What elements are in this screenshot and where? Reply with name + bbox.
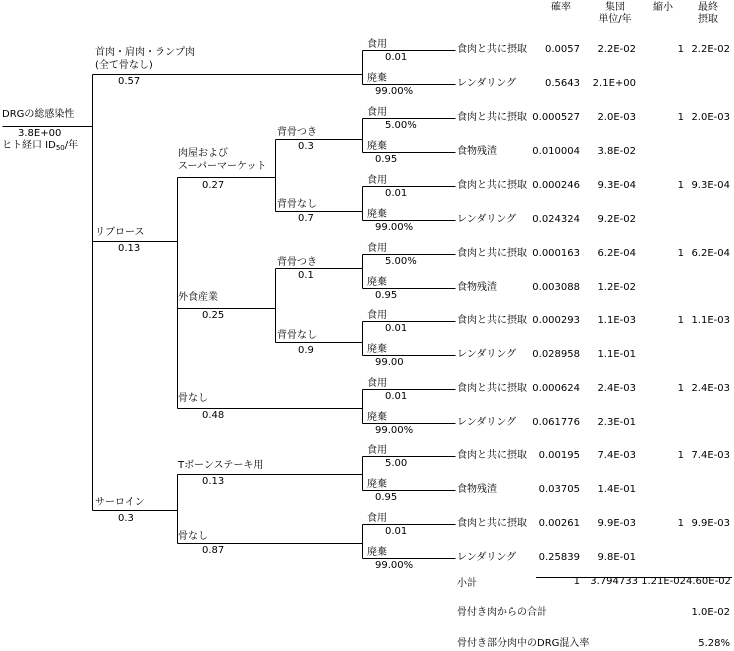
prob-bottom: 0.061776 <box>532 417 580 428</box>
branch-butcher-value: 0.27 <box>202 180 225 191</box>
branch-tbone-value: 0.13 <box>202 476 225 487</box>
subtotal-prob: 1 <box>573 576 580 587</box>
discard-value: 0.95 <box>375 492 398 503</box>
group-bottom: 3.8E-02 <box>597 146 636 157</box>
discard-value: 0.95 <box>375 290 398 301</box>
group-bottom: 9.8E-01 <box>597 552 636 563</box>
drg-rate-label: 骨付き部分肉中のDRG混入率 <box>457 638 590 649</box>
discard-value: 99.00 <box>375 357 404 368</box>
group-bottom: 1.2E-02 <box>597 282 636 293</box>
header-reduction: 縮小 <box>653 2 673 13</box>
edible-value: 0.01 <box>385 188 408 199</box>
group-top: 2.0E-03 <box>597 112 636 123</box>
outcome-top: 食肉と共に摂取 <box>457 450 527 461</box>
final-top: 2.4E-03 <box>691 383 730 394</box>
outcome-top: 食肉と共に摂取 <box>457 112 527 123</box>
final-top: 7.4E-03 <box>691 450 730 461</box>
branch-sirloin-value: 0.3 <box>118 513 134 524</box>
branch-sirloin-label: サーロイン <box>95 497 145 508</box>
edible-label: 食用 <box>367 39 387 50</box>
prob-top: 0.000624 <box>532 383 580 394</box>
prob-bottom: 0.028958 <box>532 349 580 360</box>
edible-value: 0.01 <box>385 526 408 537</box>
prob-top: 0.00261 <box>538 518 580 529</box>
edible-label: 食用 <box>367 513 387 524</box>
edible-label: 食用 <box>367 378 387 389</box>
outcome-top: 食肉と共に摂取 <box>457 180 527 191</box>
edible-value: 5.00% <box>385 256 417 267</box>
prob-bottom: 0.25839 <box>538 552 580 563</box>
bone-total-label: 骨付き肉からの合計 <box>457 607 547 618</box>
branch-rib-value: 0.13 <box>118 243 141 254</box>
prob-bottom: 0.003088 <box>532 282 580 293</box>
group-top: 1.1E-03 <box>597 315 636 326</box>
discard-label: 廃棄 <box>367 344 387 355</box>
branch-butcher-bone-label: 背骨つき <box>277 127 317 138</box>
group-top: 6.2E-04 <box>597 248 636 259</box>
branch-food-nobone-value: 0.9 <box>298 345 314 356</box>
outcome-bottom: レンダリング <box>457 417 517 428</box>
reduction-top: 1 <box>677 112 684 123</box>
branch-neck-label2: (全て骨なし) <box>95 60 153 71</box>
prob-bottom: 0.010004 <box>532 146 580 157</box>
prob-top: 0.00195 <box>538 450 580 461</box>
prob-bottom: 0.024324 <box>532 214 580 225</box>
edible-label: 食用 <box>367 310 387 321</box>
final-top: 1.1E-03 <box>691 315 730 326</box>
root-title: DRGの総感染性 <box>2 109 75 120</box>
group-bottom: 1.1E-01 <box>597 349 636 360</box>
discard-label: 廃棄 <box>367 479 387 490</box>
outcome-bottom: 食物残渣 <box>457 146 497 157</box>
branch-butcher-nobone-value: 0.7 <box>298 213 314 224</box>
outcome-bottom: レンダリング <box>457 214 517 225</box>
final-top: 2.0E-03 <box>691 112 730 123</box>
root-unit: ヒト経口 $ID_{50}/$年 <box>2 140 79 152</box>
edible-label: 食用 <box>367 175 387 186</box>
branch-tbone-label: Tボーンステーキ用 <box>178 460 264 471</box>
discard-label: 廃棄 <box>367 277 387 288</box>
prob-bottom: 0.5643 <box>545 78 580 89</box>
branch-rib-nobone-label: 骨なし <box>178 393 208 404</box>
group-top: 2.2E-02 <box>597 44 636 55</box>
edible-value: 0.01 <box>385 52 408 63</box>
reduction-top: 1 <box>677 518 684 529</box>
discard-value: 99.00% <box>375 425 414 436</box>
branch-sirloin-nobone-label: 骨なし <box>178 531 208 542</box>
reduction-top: 1 <box>677 315 684 326</box>
group-bottom: 2.3E-01 <box>597 417 636 428</box>
prob-top: 0.000527 <box>532 112 580 123</box>
branch-food-value: 0.25 <box>202 310 225 321</box>
header-group-unit: 集団 単位/年 <box>598 2 632 25</box>
subtotal-group: 3.794733 <box>590 576 638 587</box>
subtotal-label: 小計 <box>457 578 477 589</box>
group-top: 2.4E-03 <box>597 383 636 394</box>
branch-butcher-bone-value: 0.3 <box>298 141 314 152</box>
branch-food-label: 外食産業 <box>178 292 218 303</box>
outcome-bottom: 食物残渣 <box>457 282 497 293</box>
subtotal-final: 4.60E-02 <box>686 576 731 587</box>
outcome-bottom: レンダリング <box>457 78 517 89</box>
group-top: 9.9E-03 <box>597 518 636 529</box>
discard-label: 廃棄 <box>367 141 387 152</box>
discard-label: 廃棄 <box>367 209 387 220</box>
branch-neck-value: 0.57 <box>118 76 141 87</box>
final-top: 9.3E-04 <box>691 180 730 191</box>
discard-label: 廃棄 <box>367 412 387 423</box>
prob-top: 0.000293 <box>532 315 580 326</box>
outcome-top: 食肉と共に摂取 <box>457 44 527 55</box>
branch-sirloin-nobone-value: 0.87 <box>202 545 225 556</box>
drg-rate-value: 5.28% <box>698 638 730 649</box>
reduction-top: 1 <box>677 383 684 394</box>
discard-value: 99.00% <box>375 222 414 233</box>
group-top: 9.3E-04 <box>597 180 636 191</box>
outcome-top: 食肉と共に摂取 <box>457 383 527 394</box>
subtotal-reduction: 1.21E-02 <box>641 576 686 587</box>
final-top: 9.9E-03 <box>691 518 730 529</box>
discard-value: 0.95 <box>375 154 398 165</box>
group-bottom: 9.2E-02 <box>597 214 636 225</box>
edible-label: 食用 <box>367 445 387 456</box>
group-bottom: 2.1E+00 <box>592 78 636 89</box>
discard-label: 廃棄 <box>367 73 387 84</box>
branch-butcher-nobone-label: 背骨なし <box>277 199 317 210</box>
group-top: 7.4E-03 <box>597 450 636 461</box>
branch-food-bone-label: 背骨つき <box>277 257 317 268</box>
edible-value: 0.01 <box>385 391 408 402</box>
final-top: 2.2E-02 <box>691 44 730 55</box>
root-value: 3.8E+00 <box>18 128 62 139</box>
outcome-bottom: 食物残渣 <box>457 484 497 495</box>
group-bottom: 1.4E-01 <box>597 484 636 495</box>
branch-butcher-label1: 肉屋および <box>178 148 228 159</box>
final-top: 6.2E-04 <box>691 248 730 259</box>
discard-value: 99.00% <box>375 560 414 571</box>
prob-bottom: 0.03705 <box>538 484 580 495</box>
reduction-top: 1 <box>677 248 684 259</box>
prob-top: 0.000246 <box>532 180 580 191</box>
outcome-top: 食肉と共に摂取 <box>457 315 527 326</box>
header-final-intake: 最終 摂取 <box>698 2 718 25</box>
outcome-bottom: レンダリング <box>457 349 517 360</box>
branch-neck-label1: 首肉・肩肉・ランプ肉 <box>95 47 195 58</box>
discard-value: 99.00% <box>375 86 414 97</box>
branch-food-bone-value: 0.1 <box>298 270 314 281</box>
outcome-top: 食肉と共に摂取 <box>457 518 527 529</box>
reduction-top: 1 <box>677 44 684 55</box>
outcome-bottom: レンダリング <box>457 552 517 563</box>
reduction-top: 1 <box>677 450 684 461</box>
branch-rib-label: リブロース <box>95 227 145 238</box>
reduction-top: 1 <box>677 180 684 191</box>
edible-value: 5.00% <box>385 120 417 131</box>
branch-food-nobone-label: 背骨なし <box>277 330 317 341</box>
prob-top: 0.000163 <box>532 248 580 259</box>
branch-rib-nobone-value: 0.48 <box>202 410 225 421</box>
branch-butcher-label2: スーパーマーケット <box>178 161 267 172</box>
edible-label: 食用 <box>367 107 387 118</box>
edible-value: 5.00 <box>385 458 408 469</box>
discard-label: 廃棄 <box>367 547 387 558</box>
edible-value: 0.01 <box>385 323 408 334</box>
edible-label: 食用 <box>367 243 387 254</box>
header-prob: 確率 <box>551 2 571 13</box>
bone-total-value: 1.0E-02 <box>691 607 730 618</box>
prob-top: 0.0057 <box>545 44 580 55</box>
outcome-top: 食肉と共に摂取 <box>457 248 527 259</box>
